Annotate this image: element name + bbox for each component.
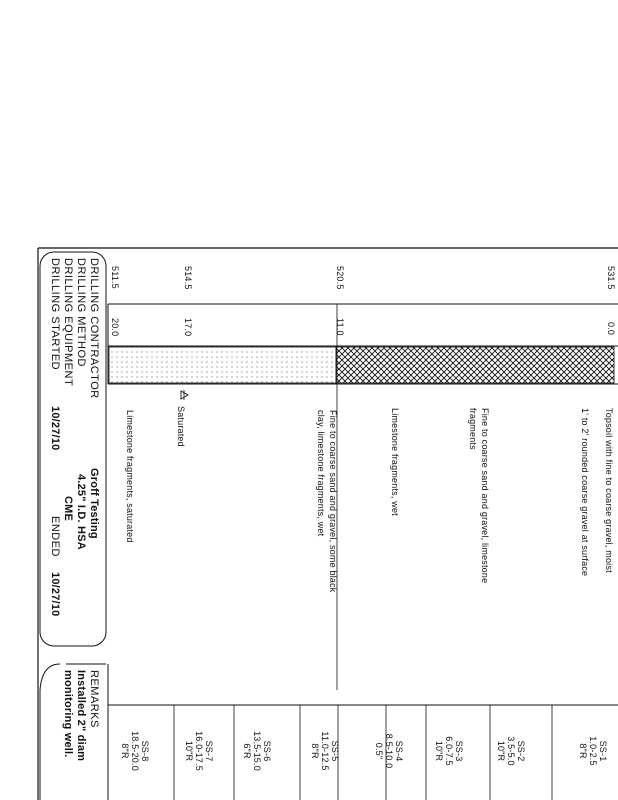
layer-description: Fine to coarse sand and gravel, limestone bbox=[480, 408, 490, 584]
sample-id: SS-5 bbox=[330, 740, 340, 762]
sample-id: SS-6 bbox=[262, 740, 272, 762]
sample-range: 11.0-12.5 bbox=[320, 731, 330, 771]
layer-description: Limestone fragments, saturated bbox=[125, 410, 135, 543]
sample-id: SS-3 bbox=[454, 740, 464, 762]
drilling-contractor-value: Groff Testing bbox=[88, 468, 100, 539]
sample-recovery: 8"R bbox=[310, 743, 320, 759]
sample-id: SS-4 bbox=[394, 740, 404, 762]
elevation-label: 511.5 bbox=[110, 266, 120, 289]
water-level-icon bbox=[181, 391, 188, 399]
drilling-started-value: 10/27/10 bbox=[49, 406, 61, 451]
drilling-ended-label: ENDED bbox=[49, 516, 61, 558]
drilling-ended-value: 10/27/10 bbox=[49, 572, 61, 617]
sample-range: 1.0-2.5 bbox=[588, 736, 598, 766]
sample-id: SS-7 bbox=[204, 740, 214, 762]
sample-recovery: 8"R bbox=[120, 743, 130, 759]
elevation-label: 520.5 bbox=[335, 266, 345, 290]
drilling-equipment-label: DRILLING EQUIPMENT bbox=[62, 258, 74, 387]
layer-description: Limestone fragments, wet bbox=[390, 408, 400, 516]
drilling-method-value: 4.25" I.D. HSA bbox=[75, 474, 87, 550]
sample-id: SS-2 bbox=[516, 740, 526, 762]
remarks-box bbox=[40, 664, 60, 800]
sample-recovery: 6"R bbox=[242, 743, 252, 759]
depth-label: 11.0 bbox=[335, 318, 345, 336]
remarks-line: monitoring well. bbox=[62, 670, 74, 758]
sample-id: SS-1 bbox=[598, 740, 608, 762]
drilling-method-label: DRILLING METHOD bbox=[75, 258, 87, 367]
drilling-started-label: DRILLING STARTED bbox=[49, 258, 61, 371]
sample-recovery: 10"R bbox=[184, 740, 194, 762]
sample-range: 16.0-17.5 bbox=[194, 731, 204, 771]
water-level-label: Saturated bbox=[176, 406, 186, 447]
sand-fill-pattern bbox=[109, 347, 336, 383]
layer-description: Fine to coarse sand and gravel, some black bbox=[328, 410, 338, 593]
drilling-contractor-label: DRILLING CONTRACTOR bbox=[88, 258, 100, 399]
layer-description: fragments bbox=[468, 408, 478, 450]
sample-recovery: 8"R bbox=[578, 743, 588, 759]
remarks-line: Installed 2" diam bbox=[75, 670, 87, 762]
sample-range: 3.5-5.0 bbox=[506, 736, 516, 766]
elevation-label: 531.5 bbox=[606, 266, 616, 290]
sample-recovery: 10"R bbox=[434, 740, 444, 762]
depth-label: 17.0 bbox=[183, 318, 193, 337]
elevation-label: 514.5 bbox=[183, 266, 193, 290]
depth-label: 0.0 bbox=[606, 322, 616, 336]
layer-description: Topsoil with fine to coarse gravel, moist bbox=[604, 408, 614, 573]
sample-id: SS-8 bbox=[140, 740, 150, 762]
drilling-equipment-value: CME bbox=[62, 496, 74, 522]
sample-range: 13.5-15.0 bbox=[252, 731, 262, 771]
sample-recovery: 10"R bbox=[496, 740, 506, 762]
sample-recovery: 0.5" bbox=[374, 742, 384, 760]
sample-range: 18.5-20.0 bbox=[130, 731, 140, 771]
layer-description: clay, limestone fragments, wet bbox=[316, 410, 326, 537]
gravel-fill-pattern bbox=[336, 347, 614, 383]
remarks-label: REMARKS bbox=[88, 670, 100, 728]
sample-range: 6.0-7.5 bbox=[444, 736, 454, 766]
depth-label: 20.0 bbox=[110, 318, 120, 337]
sample-range: 8.5-10.0 bbox=[384, 733, 394, 769]
layer-description: 1' to 2' rounded coarse gravel at surface bbox=[580, 408, 590, 577]
